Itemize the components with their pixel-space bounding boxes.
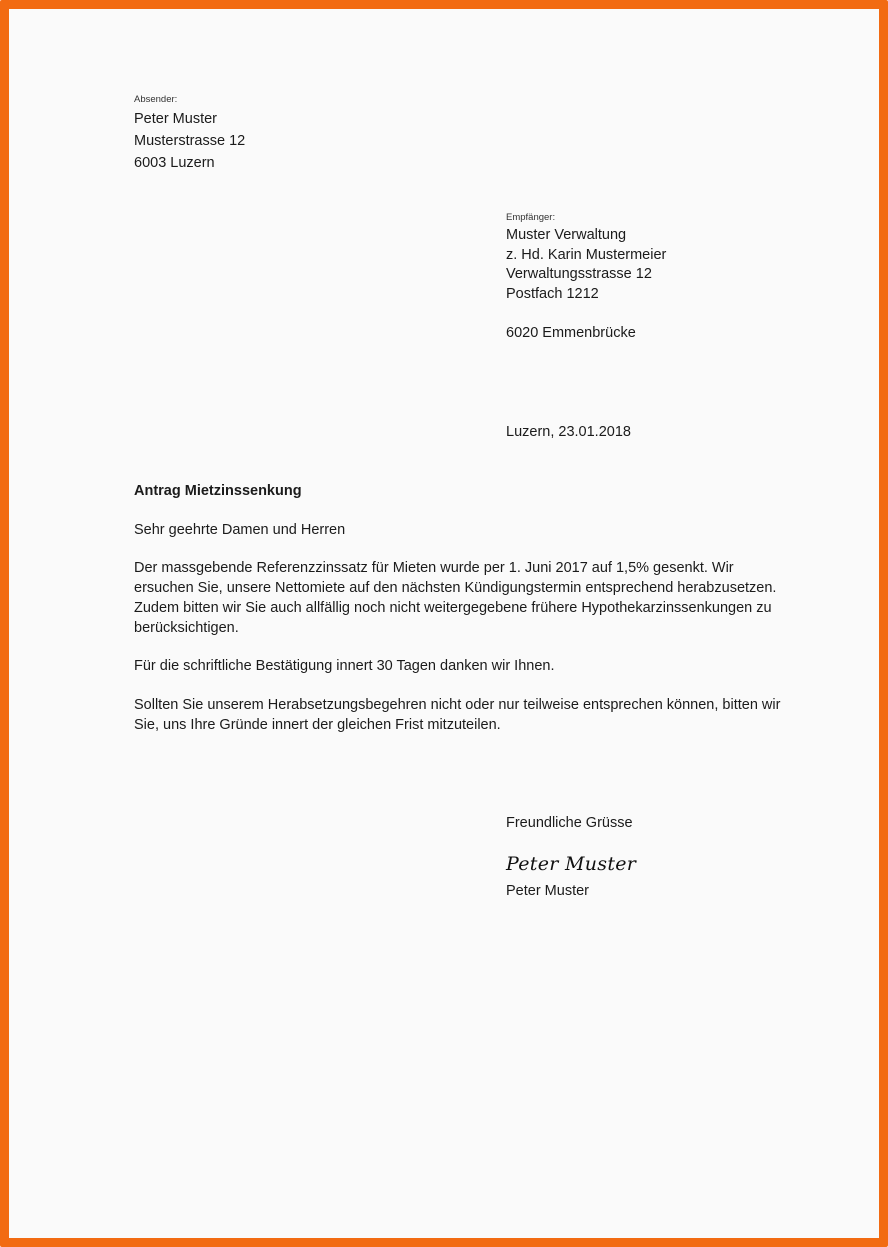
paragraph-line: Der massgebende Referenzzinssatz für Mieten wurde per 1. Juni 2017 auf 1,5% gesenkt. Wir xyxy=(134,560,734,576)
recipient-attention: z. Hd. Karin Mustermeier xyxy=(506,246,667,263)
letter-date: Luzern, 23.01.2018 xyxy=(506,424,631,440)
recipient-label: Empfänger: xyxy=(506,212,556,223)
letter-salutation: Sehr geehrte Damen und Herren xyxy=(134,522,346,538)
recipient-address xyxy=(506,225,666,342)
paragraph-line: Zudem bitten wir Sie auch allfällig noch nicht weitergegebene frühere Hypothekarzinssenkungen zu xyxy=(134,600,772,616)
body-paragraph-3 xyxy=(134,695,799,735)
sender-name: Peter Muster xyxy=(134,111,217,127)
recipient-city: 6020 Emmenbrücke xyxy=(506,324,636,341)
handwritten-signature: Peter Muster xyxy=(506,853,637,875)
body-paragraph-2: Für die schriftliche Bestätigung innert 30 Tagen danken wir Ihnen. xyxy=(134,658,555,674)
sender-street: Musterstrasse 12 xyxy=(134,133,246,149)
letter-subject: Antrag Mietzinssenkung xyxy=(134,483,302,499)
letter-page xyxy=(9,9,879,1238)
paragraph-line: ersuchen Sie, unsere Nettomiete auf den nächsten Kündigungstermin entsprechend herabzusetzen. xyxy=(134,580,777,596)
recipient-pobox: Postfach 1212 xyxy=(506,285,599,302)
signer-name: Peter Muster xyxy=(506,883,589,899)
sender-city: 6003 Luzern xyxy=(134,155,215,171)
sender-address xyxy=(134,108,245,174)
paragraph-line: Sie, uns Ihre Gründe innert der gleichen Frist mitzuteilen. xyxy=(134,717,501,733)
letter-closing: Freundliche Grüsse xyxy=(506,815,633,831)
paragraph-line: Sollten Sie unserem Herabsetzungsbegehren nicht oder nur teilweise entsprechen können, bitten wir xyxy=(134,697,781,713)
sender-label: Absender: xyxy=(134,94,178,105)
recipient-company: Muster Verwaltung xyxy=(506,227,627,243)
paragraph-line: berücksichtigen. xyxy=(134,620,239,636)
body-paragraph-1 xyxy=(134,558,799,638)
recipient-street: Verwaltungsstrasse 12 xyxy=(506,266,652,282)
